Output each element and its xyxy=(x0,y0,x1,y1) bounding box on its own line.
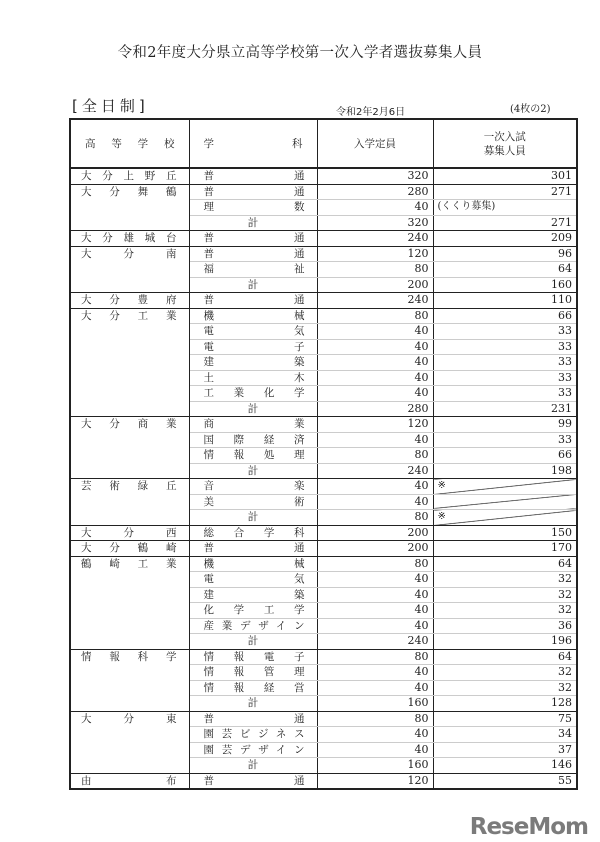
total-recruit-value: 196 xyxy=(433,634,577,650)
header-subject: 学科 xyxy=(189,119,317,168)
school-name: 由布 xyxy=(70,773,189,789)
recruit-value xyxy=(433,494,577,510)
capacity-value: 240 xyxy=(317,231,433,247)
table-row xyxy=(70,711,577,727)
recruit-value: 99 xyxy=(433,417,577,433)
table-row xyxy=(70,293,577,309)
total-capacity-value: 80 xyxy=(317,510,433,526)
capacity-value: 40 xyxy=(317,572,433,588)
school-name: 大分舞鶴 xyxy=(70,184,189,231)
header-capacity: 入学定員 xyxy=(317,119,433,168)
subject-name: 福祉 xyxy=(189,262,317,278)
recruit-value: 170 xyxy=(433,541,577,557)
subject-name: 普通 xyxy=(189,184,317,200)
total-recruit-value: 271 xyxy=(433,215,577,231)
school-name: 大分商業 xyxy=(70,417,189,479)
recruit-value: 33 xyxy=(433,324,577,340)
capacity-value: 40 xyxy=(317,494,433,510)
recruit-value: 32 xyxy=(433,680,577,696)
recruitment-table xyxy=(69,118,578,790)
capacity-value: 80 xyxy=(317,262,433,278)
page-info: (4枚の2) xyxy=(510,104,551,115)
recruit-value: 64 xyxy=(433,649,577,665)
capacity-value: 40 xyxy=(317,618,433,634)
subject-name: 普通 xyxy=(189,711,317,727)
table-row xyxy=(70,556,577,572)
table-row xyxy=(70,417,577,433)
subject-name: 産業デザイン xyxy=(189,618,317,634)
table-row xyxy=(70,184,577,200)
subject-name: 国際経済 xyxy=(189,432,317,448)
subject-name: 普通 xyxy=(189,246,317,262)
total-recruit-value: ※ xyxy=(433,510,577,526)
table-row xyxy=(70,773,577,789)
capacity-value: 120 xyxy=(317,773,433,789)
capacity-value: 80 xyxy=(317,649,433,665)
school-name: 大分上野丘 xyxy=(70,168,189,184)
total-capacity-value: 160 xyxy=(317,696,433,712)
school-name: 大分豊府 xyxy=(70,293,189,309)
capacity-value: 40 xyxy=(317,339,433,355)
document-title: 令和2年度大分県立高等学校第一次入学者選抜募集人員 xyxy=(117,45,483,61)
capacity-value: 80 xyxy=(317,308,433,324)
table-row xyxy=(70,525,577,541)
capacity-value: 40 xyxy=(317,742,433,758)
capacity-value: 80 xyxy=(317,556,433,572)
subject-name: 普通 xyxy=(189,231,317,247)
total-recruit-value: 231 xyxy=(433,401,577,417)
subject-name: 音楽 xyxy=(189,479,317,495)
total-capacity-value: 320 xyxy=(317,215,433,231)
table-row xyxy=(70,479,577,495)
recruit-value: 64 xyxy=(433,262,577,278)
table-header-row xyxy=(70,119,577,168)
system-label: [全日制] xyxy=(72,97,149,115)
capacity-value: 40 xyxy=(317,386,433,402)
recruit-value: 32 xyxy=(433,572,577,588)
total-label: 計 xyxy=(189,696,317,712)
table-row xyxy=(70,246,577,262)
capacity-value: 120 xyxy=(317,246,433,262)
table-row xyxy=(70,541,577,557)
capacity-value: 320 xyxy=(317,168,433,184)
recruit-value: 37 xyxy=(433,742,577,758)
total-recruit-value: 160 xyxy=(433,277,577,293)
school-name: 鶴崎工業 xyxy=(70,556,189,649)
total-label: 計 xyxy=(189,215,317,231)
capacity-value: 80 xyxy=(317,448,433,464)
recruit-value: 33 xyxy=(433,386,577,402)
recruit-value: 33 xyxy=(433,355,577,371)
document-date: 令和2年2月6日 xyxy=(336,107,406,118)
recruit-value: (くくり募集) xyxy=(433,200,577,216)
capacity-value: 40 xyxy=(317,727,433,743)
table-row xyxy=(70,649,577,665)
recruit-value: 34 xyxy=(433,727,577,743)
capacity-value: 200 xyxy=(317,525,433,541)
subject-name: 化学工学 xyxy=(189,603,317,619)
header-school: 高等学校 xyxy=(70,119,189,168)
capacity-value: 40 xyxy=(317,432,433,448)
subject-name: 総合学科 xyxy=(189,525,317,541)
capacity-value: 240 xyxy=(317,293,433,309)
capacity-value: 40 xyxy=(317,665,433,681)
subject-name: 情報電子 xyxy=(189,649,317,665)
recruit-value: 55 xyxy=(433,773,577,789)
recruit-value: 33 xyxy=(433,432,577,448)
recruit-value: 301 xyxy=(433,168,577,184)
recruit-value: 66 xyxy=(433,448,577,464)
total-capacity-value: 280 xyxy=(317,401,433,417)
table-row xyxy=(70,231,577,247)
subject-name: 普通 xyxy=(189,773,317,789)
total-label: 計 xyxy=(189,463,317,479)
subject-name: 普通 xyxy=(189,168,317,184)
subject-name: 建築 xyxy=(189,587,317,603)
capacity-value: 40 xyxy=(317,370,433,386)
recruit-value: 64 xyxy=(433,556,577,572)
capacity-value: 200 xyxy=(317,541,433,557)
header-recruit: 一次入試 募集人員 xyxy=(433,119,577,168)
recruit-value: 36 xyxy=(433,618,577,634)
capacity-value: 40 xyxy=(317,587,433,603)
recruit-value: 32 xyxy=(433,603,577,619)
total-label: 計 xyxy=(189,510,317,526)
recruit-value: 75 xyxy=(433,711,577,727)
recruit-value: 96 xyxy=(433,246,577,262)
recruit-value: 66 xyxy=(433,308,577,324)
capacity-value: 280 xyxy=(317,184,433,200)
watermark-logo: ReseMom xyxy=(469,814,588,840)
subject-name: 普通 xyxy=(189,293,317,309)
total-capacity-value: 240 xyxy=(317,634,433,650)
recruit-value: 32 xyxy=(433,587,577,603)
subject-name: 電気 xyxy=(189,572,317,588)
school-name: 情報科学 xyxy=(70,649,189,711)
subject-name: 園芸ビジネス xyxy=(189,727,317,743)
total-recruit-value: 198 xyxy=(433,463,577,479)
school-name: 大分西 xyxy=(70,525,189,541)
capacity-value: 40 xyxy=(317,200,433,216)
total-label: 計 xyxy=(189,277,317,293)
capacity-value: 40 xyxy=(317,324,433,340)
subject-name: 園芸デザイン xyxy=(189,742,317,758)
total-label: 計 xyxy=(189,401,317,417)
subject-name: 機械 xyxy=(189,556,317,572)
total-label: 計 xyxy=(189,634,317,650)
recruit-value: 209 xyxy=(433,231,577,247)
school-name: 大分工業 xyxy=(70,308,189,417)
subject-name: 電気 xyxy=(189,324,317,340)
table-row xyxy=(70,168,577,184)
table-row xyxy=(70,308,577,324)
subject-name: 理数 xyxy=(189,200,317,216)
capacity-value: 40 xyxy=(317,355,433,371)
capacity-value: 40 xyxy=(317,479,433,495)
subject-name: 普通 xyxy=(189,541,317,557)
school-name: 大分東 xyxy=(70,711,189,773)
subject-name: 機械 xyxy=(189,308,317,324)
subject-name: 美術 xyxy=(189,494,317,510)
total-recruit-value: 128 xyxy=(433,696,577,712)
recruit-value: ※ xyxy=(433,479,577,495)
capacity-value: 80 xyxy=(317,711,433,727)
capacity-value: 120 xyxy=(317,417,433,433)
recruit-value: 271 xyxy=(433,184,577,200)
subject-name: 土木 xyxy=(189,370,317,386)
school-name: 大分南 xyxy=(70,246,189,293)
subject-name: 情報管理 xyxy=(189,665,317,681)
subject-name: 商業 xyxy=(189,417,317,433)
school-name: 大分雄城台 xyxy=(70,231,189,247)
total-capacity-value: 200 xyxy=(317,277,433,293)
subject-name: 情報経営 xyxy=(189,680,317,696)
capacity-value: 40 xyxy=(317,603,433,619)
recruit-value: 150 xyxy=(433,525,577,541)
total-recruit-value: 146 xyxy=(433,758,577,774)
capacity-value: 40 xyxy=(317,680,433,696)
subject-name: 建築 xyxy=(189,355,317,371)
recruit-value: 110 xyxy=(433,293,577,309)
total-capacity-value: 240 xyxy=(317,463,433,479)
total-capacity-value: 160 xyxy=(317,758,433,774)
school-name: 芸術緑丘 xyxy=(70,479,189,526)
total-label: 計 xyxy=(189,758,317,774)
school-name: 大分鶴崎 xyxy=(70,541,189,557)
recruit-value: 32 xyxy=(433,665,577,681)
recruit-value: 33 xyxy=(433,339,577,355)
subject-name: 工業化学 xyxy=(189,386,317,402)
subject-name: 電子 xyxy=(189,339,317,355)
recruit-value: 33 xyxy=(433,370,577,386)
subject-name: 情報処理 xyxy=(189,448,317,464)
